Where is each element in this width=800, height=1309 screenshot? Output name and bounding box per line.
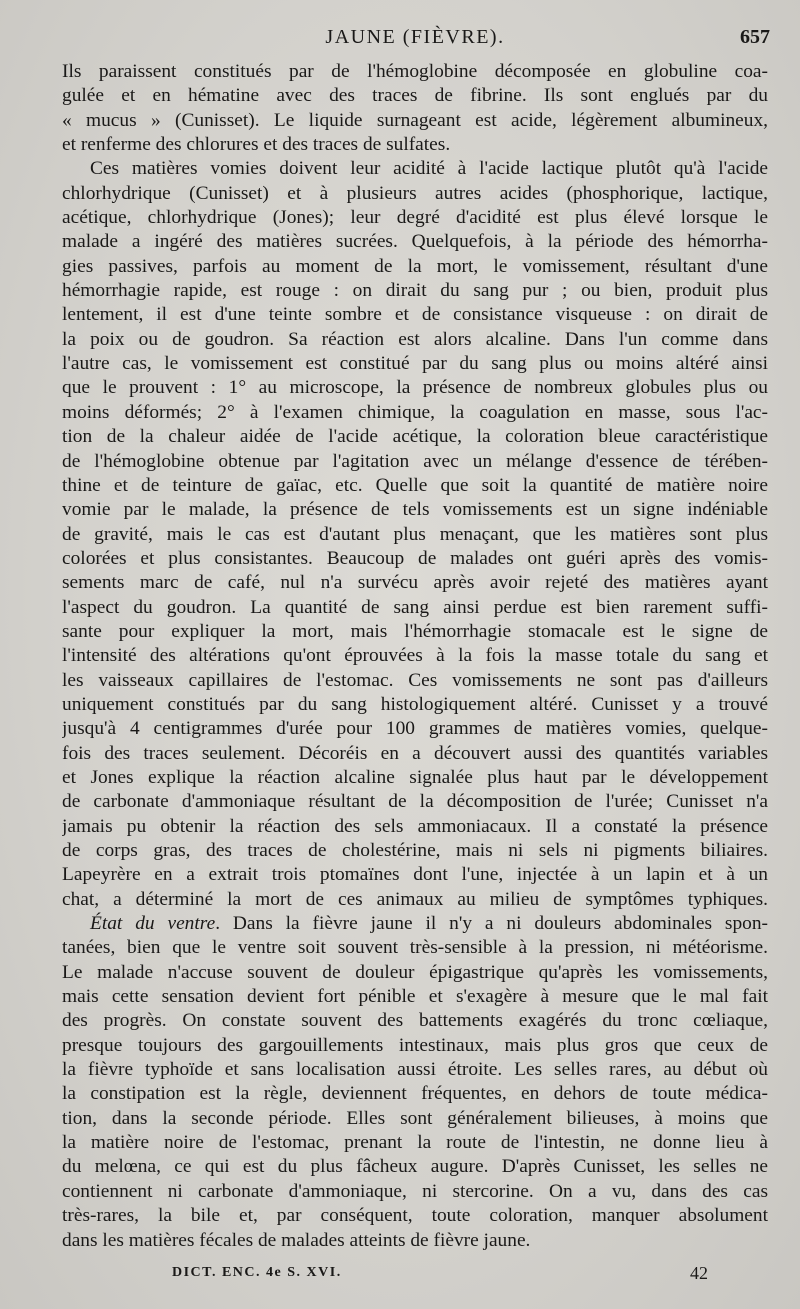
text-line: fois des traces seulement. Décoréis en a découvert aussi des quantités variables [62, 742, 768, 764]
text-line-section-start: État du ventre. Dans la fièvre jaune il n'y a ni douleurs abdominales spon- [90, 913, 768, 935]
running-header [60, 22, 770, 52]
text-line: du melœna, ce qui est du plus fâcheux augure. D'après Cunisset, les selles ne [62, 1156, 768, 1178]
text-line: « mucus » (Cunisset). Le liquide surnageant est acide, légèrement albumineux, [62, 109, 768, 131]
body-text [62, 60, 768, 1253]
text-line: la fièvre typhoïde et sans localisation aussi étroite. Les selles rares, au début où [62, 1059, 768, 1081]
page-number: 657 [740, 26, 770, 48]
text-line: mais cette sensation devient fort pénible et s'exagère à mesure que le mal fait [62, 986, 768, 1008]
text-line: uniquement constitués par du sang histologiquement altéré. Cunisset y a trouvé [62, 693, 768, 715]
text-line: hémorrhagie rapide, est rouge : on dirait du sang pur ; ou bien, produit plus [62, 280, 768, 302]
text-line: Le malade n'accuse souvent de douleur épigastrique qu'après les vomissements, [62, 961, 768, 983]
text-line: l'autre cas, le vomissement est constitué par du sang plus ou moins altéré ainsi [62, 353, 768, 375]
text-line: lentement, il est d'une teinte sombre et de consistance visqueuse : on dirait de [62, 304, 768, 326]
text-line: la poix ou de goudron. Sa réaction est alors alcaline. Dans l'un comme dans [62, 328, 768, 350]
text-line: tion, dans la seconde période. Elles sont généralement bilieuses, à moins que [62, 1107, 768, 1129]
text-line: jusqu'à 4 centigrammes d'urée pour 100 grammes de matières vomies, quelque- [62, 718, 768, 740]
text-line: chlorhydrique (Cunisset) et à plusieurs autres acides (phosphorique, lactique, [62, 182, 768, 204]
text-line: sante pour expliquer la mort, mais l'hémorrhagie stomacale est le signe de [62, 620, 768, 642]
text-line: tion de la chaleur aidée de l'acide acétique, la coloration bleue caractéristique [62, 426, 768, 448]
text-line: la matière noire de l'estomac, prenant la route de l'intestin, ne donne lieu à [62, 1132, 768, 1154]
text-line: la constipation est la règle, deviennent fréquentes, en dehors de toute médica- [62, 1083, 768, 1105]
signature-mark: DICT. ENC. 4e S. XVI. [172, 1265, 342, 1280]
text-line: thine et de teinture de gaïac, etc. Quelle que soit la quantité de matière noire [62, 474, 768, 496]
text-line: l'intensité des altérations qu'ont éprouvées à la fois la masse totale du sang et [62, 645, 768, 667]
page-footer [60, 1263, 770, 1293]
text-line: gulée et en hématine avec des traces de fibrine. Ils sont englués par du [62, 85, 768, 107]
text-line: chat, a déterminé la mort de ces animaux au milieu de symptômes typhiques. [62, 888, 768, 910]
text-line: Ils paraissent constitués par de l'hémoglobine décomposée en globuline coa- [62, 61, 768, 82]
text-line: de corps gras, des traces de cholestérine, mais ni sels ni pigments biliaires. [62, 840, 768, 861]
text-line: malade a ingéré des matières sucrées. Quelquefois, à la période des hémorrha- [62, 231, 768, 253]
text-line: des progrès. On constate souvent des battements exagérés du tronc cœliaque, [62, 1010, 768, 1032]
text-line: que le prouvent : 1° au microscope, la présence de nombreux globules plus ou [62, 377, 768, 399]
text-line: gies passives, parfois au moment de la mort, le vomissement, résultant d'une [62, 255, 768, 277]
text-line: de gravité, mais le cas est d'autant plus menaçant, que les matières sont plus [62, 523, 768, 545]
text-line: de l'hémoglobine obtenue par l'agitation avec un mélange d'essence de térében- [62, 450, 768, 472]
text-line: sements marc de café, nul n'a survécu après avoir rejeté des matières ayant [62, 572, 768, 594]
text-line: tanées, bien que le ventre soit souvent très-sensible à la pression, ni météorisme. [62, 937, 768, 959]
text-line: dans les matières fécales de malades atteints de fièvre jaune. [62, 1229, 531, 1251]
text-line: l'aspect du goudron. La quantité de sang ainsi perdue est bien rarement suffi- [62, 596, 768, 618]
text-line: les vaisseaux capillaires de l'estomac. Ces vomissements ne sont pas d'ailleurs [62, 669, 768, 691]
text-line: moins déformés; 2° à l'examen chimique, la coagulation en masse, sous l'ac- [62, 401, 768, 423]
text-line: très-rares, la bile et, par conséquent, toute coloration, manquer absolument [62, 1205, 768, 1227]
text-line: et Jones explique la réaction alcaline signalée plus haut par le développement [62, 766, 768, 788]
text-line: acétique, chlorhydrique (Jones); leur degré d'acidité est plus élevé lorsque le [62, 207, 768, 229]
text-line: Lapeyrère en a extrait trois ptomaïnes dont l'une, injectée à un lapin et à un [62, 864, 768, 886]
sheet-number: 42 [690, 1263, 708, 1283]
text-line: colorées et plus consistantes. Beaucoup de malades ont guéri après des vomis- [62, 547, 768, 569]
running-title: JAUNE (FIÈVRE). [325, 26, 505, 48]
text-line: jamais pu obtenir la réaction des sels ammoniacaux. Il a constaté la présence [62, 815, 768, 837]
text-line: presque toujours des gargouillements intestinaux, mais plus gros que ceux de [62, 1034, 768, 1056]
text-line: contiennent ni carbonate d'ammoniaque, ni stercorine. On a vu, dans des cas [62, 1180, 768, 1202]
text-line: Ces matières vomies doivent leur acidité à l'acide lactique plutôt qu'à l'acide [90, 158, 768, 180]
text-line: de carbonate d'ammoniaque résultant de la décomposition de l'urée; Cunisset n'a [62, 791, 768, 813]
text-line: et renferme des chlorures et des traces de sulfates. [62, 134, 451, 156]
text-line: vomie par le malade, la présence de tels vomissements est un signe indéniable [62, 499, 768, 521]
